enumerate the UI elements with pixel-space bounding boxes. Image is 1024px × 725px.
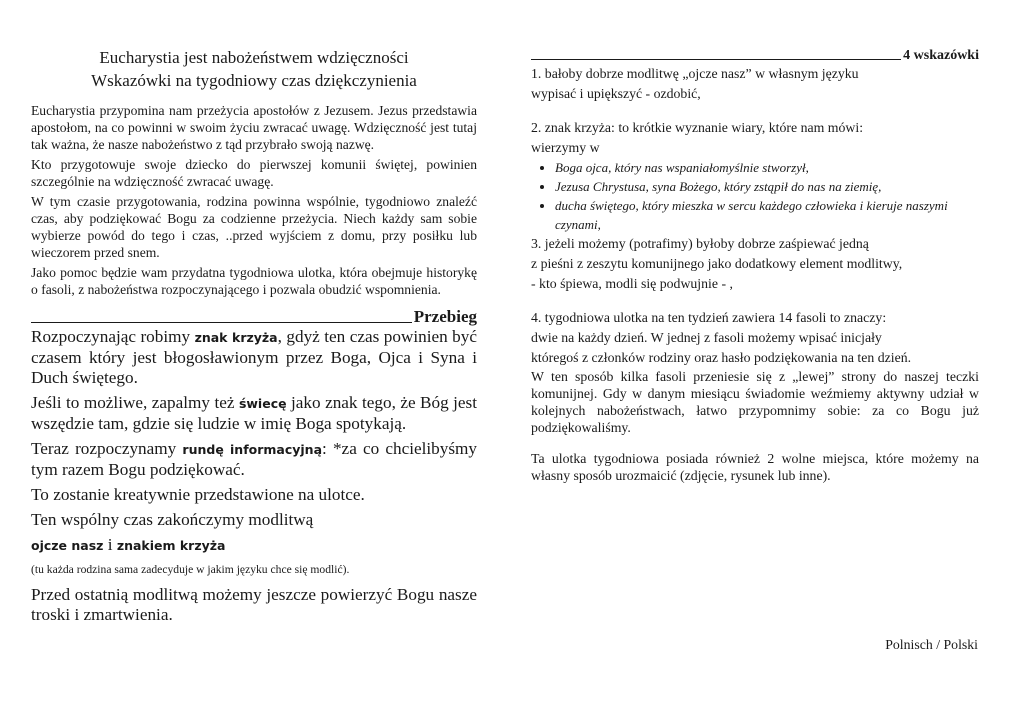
intro-paragraph: W tym czasie przygotowania, rodzina powinna wspólnie, tygodniowo znaleźć czas, aby podziękować Bogu za codzienne przeżycia. Niech każdy sam sobie wybierze powód do tego i czas, ..przed wyjściem z domu, przy posiłku lub wieczorem przed snem. bbox=[31, 194, 477, 260]
procedure-step-1: Rozpoczynając robimy znak krzyża, gdyż ten czas powinien być czasem który jest błogosławionym przez Boga, Ojca i Syna i Duch świętego. bbox=[31, 327, 478, 387]
section-heading-przebieg bbox=[31, 307, 477, 327]
tip-1-line: 1. bałoby dobrze modlitwę „ojcze nasz” w własnym języku bbox=[531, 66, 859, 81]
creed-list bbox=[531, 158, 979, 234]
tip-4-line: 4. tygodniowa ulotka na ten tydzień zawiera 14 fasoli to znaczy: bbox=[531, 310, 887, 325]
intro-paragraph: Jako pomoc będzie wam przydatna tygodniowa ulotka, która obejmuje historykę o fasoli, z nabożeństwa rozpoczynającego i pozwala obudzić wspomnienia. bbox=[31, 265, 477, 297]
creed-item: • ducha świętego, który mieszka w sercu każdego człowieka i kieruje naszymi czynami, bbox=[555, 196, 979, 234]
left-column bbox=[31, 0, 477, 630]
section-heading-label: Przebieg bbox=[413, 307, 477, 326]
procedure-step-6: ojcze nasz i znakiem krzyża bbox=[31, 535, 226, 554]
tips-rule bbox=[531, 59, 901, 60]
closing-note: Ta ulotka tygodniowa posiada również 2 wolne miejsca, które możemy na własny sposób urozmaicić (zdjęcie, rysunek lub inne). bbox=[531, 451, 979, 483]
creed-item: • Jezusa Chrystusa, syna Bożego, który zstąpił do nas na ziemię, bbox=[555, 177, 979, 196]
intro-paragraph: Kto przygotowuje swoje dziecko do pierwszej komunii świętej, powinien szczególnie na wdzięczność zwracać uwagę. bbox=[31, 157, 477, 189]
keyword-info-round: rundę informacyjną bbox=[182, 442, 323, 457]
tips-body bbox=[531, 64, 979, 484]
tip-3-line: - kto śpiewa, modli się podwujnie - , bbox=[531, 276, 733, 291]
tip-2-line: 2. znak krzyża: to krótkie wyznanie wiary, które nam mówi: bbox=[531, 120, 864, 135]
tip-4-line: dwie na każdy dzień. W jednej z fasoli możemy wpisać inicjały bbox=[531, 330, 882, 345]
tip-1-line: wypisać i upiększyć - ozdobić, bbox=[531, 86, 701, 101]
right-column bbox=[531, 0, 979, 484]
tips-heading-label: 4 wskazówki bbox=[903, 48, 979, 63]
tip-4-line: któregoś z członków rodziny oraz hasło podziękowania na ten dzień. bbox=[531, 350, 912, 365]
procedure-step-3: Teraz rozpoczynamy rundę informacyjną: *za co chcielibyśmy tym razem Bogu podziękować. bbox=[31, 439, 478, 479]
document-title: Eucharystia jest nabożeństwem wdzięczności bbox=[99, 48, 409, 67]
language-note: (tu każda rodzina sama zadecyduje w jakim języku chce się modlić). bbox=[31, 563, 350, 576]
procedure-step-4: To zostanie kreatywnie przedstawione na ulotce. bbox=[31, 485, 365, 504]
intro-paragraph: Eucharystia przypomina nam przeżycia apostołów z Jezusem. Jezus przedstawia apostołom, na co powinni w swoim życiu zwracać uwagę. Wdzięczność jest tutaj tak ważna, że nasze nabożeństwo z tąd przybrało swoją nazwę. bbox=[31, 103, 477, 152]
tip-2-line: wierzymy w bbox=[531, 140, 600, 155]
section-rule bbox=[31, 322, 412, 323]
language-label: Polnisch / Polski bbox=[885, 637, 978, 652]
creed-item: • Boga ojca, który nas wspaniałomyślnie stworzył, bbox=[555, 158, 979, 177]
keyword-sign-of-cross-2: znakiem krzyża bbox=[116, 538, 226, 553]
tip-3-line: z pieśni z zeszytu komunijnego jako dodatkowy element modlitwy, bbox=[531, 256, 903, 271]
tips-heading bbox=[531, 48, 979, 64]
keyword-candle: świecę bbox=[238, 396, 287, 411]
keyword-sign-of-cross: znak krzyża bbox=[194, 330, 278, 345]
procedure-step-5: Ten wspólny czas zakończymy modlitwą bbox=[31, 510, 314, 529]
keyword-our-father: ojcze nasz bbox=[31, 538, 104, 553]
procedure-step-2: Jeśli to możliwe, zapalmy też świecę jako znak tego, że Bóg jest wszędzie tam, gdzie się ludzie w imię Boga spotykają. bbox=[31, 393, 478, 433]
tip-4-paragraph: W ten sposób kilka fasoli przeniesie się z „lewej” strony do naszej teczki komunijnej. Gdy w danym miesiącu świadomie weźmiemy aktywny udział w kolejnych nabożeństwach, łatwo przypomnimy sobie: za co Bogu już podziękowaliśmy. bbox=[531, 369, 979, 435]
tip-3-line: 3. jeżeli możemy (potrafimy) byłoby dobrze zaśpiewać jedną bbox=[531, 236, 869, 251]
document-subtitle: Wskazówki na tygodniowy czas dziękczynienia bbox=[91, 71, 417, 90]
procedure-step-7: Przed ostatnią modlitwą możemy jeszcze powierzyć Bogu nasze troski i zmartwienia. bbox=[31, 585, 477, 624]
intro-text bbox=[31, 102, 477, 298]
